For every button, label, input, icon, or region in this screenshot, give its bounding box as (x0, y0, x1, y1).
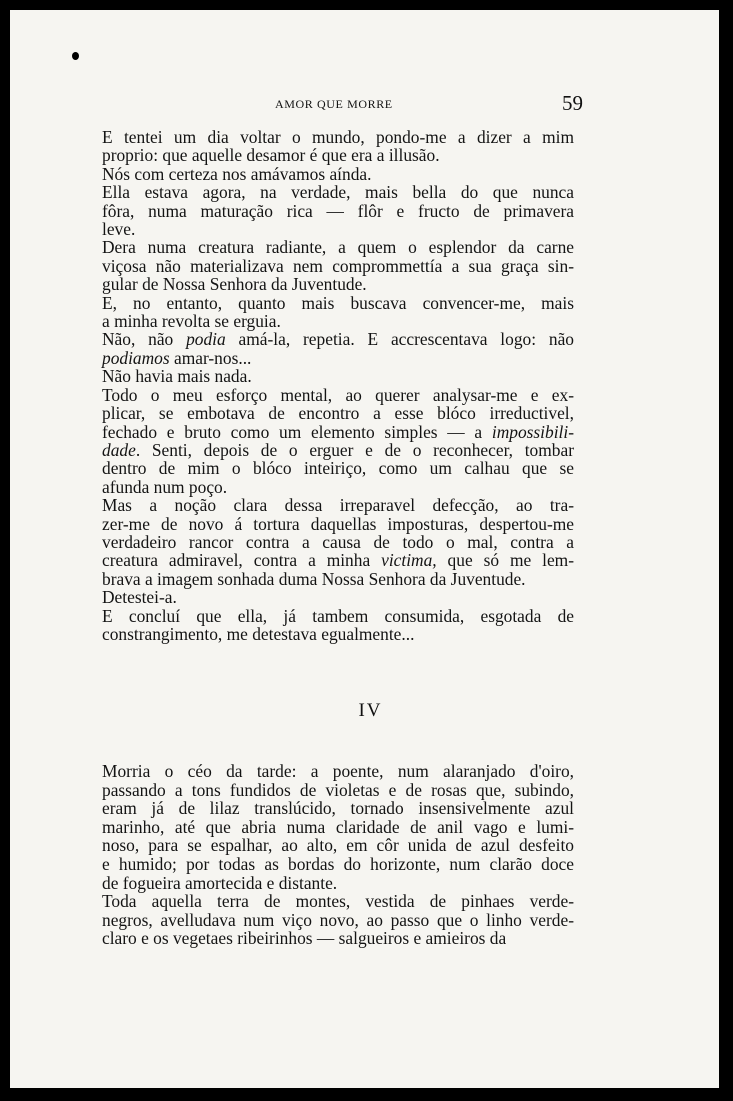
text-line: viçosa não materializava nem comprommettía a sua graça sin- (102, 255, 574, 276)
text-line: gular de Nossa Senhora da Juventude. (102, 274, 367, 295)
text-block-before-section (102, 128, 574, 643)
text-segment: que só me lem- (436, 550, 574, 571)
paragraph (102, 496, 574, 588)
text-block-after-section (102, 762, 574, 948)
text-line: Detestei-a. (102, 587, 177, 608)
text-line: E concluí que ella, já tambem consumida, esgotada de (102, 605, 574, 626)
text-line: zer-me de novo á tortura daquellas imposturas, despertou-me (102, 513, 574, 534)
text-line: claro e os vegetaes ribeirinhos — salgueiros e amieiros da (102, 928, 507, 949)
text-segment: creatura admiravel, contra a minha (102, 550, 382, 571)
running-head (10, 91, 719, 126)
paragraph (102, 165, 574, 183)
paragraph (102, 386, 574, 496)
text-line: Não havia mais nada. (102, 366, 252, 387)
paragraph (102, 892, 574, 948)
running-title: AMOR QUE MORRE (275, 97, 393, 111)
text-line: noso, para se espalhar, ao alto, em côr unida de azul desfeito (102, 835, 574, 856)
paragraph (102, 330, 574, 367)
text-line: dentro de mim o blóco inteiriço, como um calhau que se (102, 458, 574, 479)
text-line: afunda num poço. (102, 476, 228, 497)
text-segment: . Senti, depois de o erguer e de o reconhecer, tombar (135, 439, 574, 460)
paragraph (102, 183, 574, 238)
text-line: plicar, se embotava de encontro a esse blóco irreductivel, (102, 403, 574, 424)
italic-segment: victima, (381, 550, 437, 571)
text-line (102, 441, 574, 459)
text-line: E, no entanto, quanto mais buscava convencer-me, mais (102, 292, 574, 313)
text-line: Todo o meu esforço mental, ao querer analysar-me e ex- (102, 384, 574, 405)
text-line: Ella estava agora, na verdade, mais bella do que nunca (102, 182, 574, 203)
text-line: eram já de lilaz translúcido, tornado insensivelmente azul (102, 798, 574, 819)
text-line: e humido; por todas as bordas do horizonte, num clarão doce (102, 853, 574, 874)
italic-segment: dade (102, 439, 136, 460)
text-line: verdadeiro rancor contra a causa de todo o mal, contra a (102, 531, 574, 552)
paragraph (102, 128, 574, 165)
paragraph (102, 762, 574, 892)
text-line (102, 349, 574, 367)
text-line: E tentei um dia voltar o mundo, pondo-me a dizer a mim (102, 127, 574, 147)
text-line: Toda aquella terra de montes, vestida de pinhaes verde- (102, 891, 574, 912)
text-segment: Não, não (102, 329, 187, 350)
paragraph (102, 607, 574, 644)
text-line: a minha revolta se erguia. (102, 311, 281, 332)
text-segment: amar-nos... (169, 347, 252, 368)
book-page (10, 10, 719, 1088)
italic-segment: impossibili- (491, 421, 574, 442)
text-line: fôra, numa maturação rica — flôr e fructo de primavera (102, 200, 574, 221)
italic-segment: podia (186, 329, 226, 350)
ink-speck (72, 52, 79, 60)
text-line (102, 423, 574, 441)
section-heading: IV (358, 700, 383, 721)
text-segment: fechado e bruto como um elemento simples — a (102, 421, 492, 442)
text-segment: amá-la, repetia. E accrescentava logo: não (225, 329, 574, 350)
text-line: Nós com certeza nos amávamos aínda. (102, 163, 372, 184)
paragraph (102, 238, 574, 293)
paragraph (102, 588, 574, 606)
text-line: Morria o céo da tarde: a poente, num alaranjado d'oiro, (102, 761, 574, 781)
text-line: Mas a noção clara dessa irreparavel defecção, ao tra- (102, 495, 574, 516)
text-line: brava a imagem sonhada duma Nossa Senhora da Juventude. (102, 568, 526, 589)
page-number: 59 (562, 91, 583, 115)
text-line: marinho, até que abria numa claridade de anil vago e lumi- (102, 816, 574, 837)
text-line (102, 330, 574, 348)
text-line: Dera numa creatura radiante, a quem o esplendor da carne (102, 237, 574, 258)
paragraph (102, 294, 574, 331)
text-line: negros, avelludava num viço novo, ao passo que o linho verde- (102, 909, 574, 930)
text-line: leve. (102, 219, 136, 240)
paragraph (102, 367, 574, 385)
text-line: constrangimento, me detestava egualmente... (102, 623, 415, 644)
text-line: de fogueira amortecida e distante. (102, 872, 338, 893)
italic-segment: podiamos (102, 347, 170, 368)
text-line (102, 551, 574, 569)
text-line: proprio: que aquelle desamor é que era a illusão. (102, 145, 440, 166)
text-line: passando a tons fundidos de violetas e de rosas que, subindo, (102, 779, 574, 800)
